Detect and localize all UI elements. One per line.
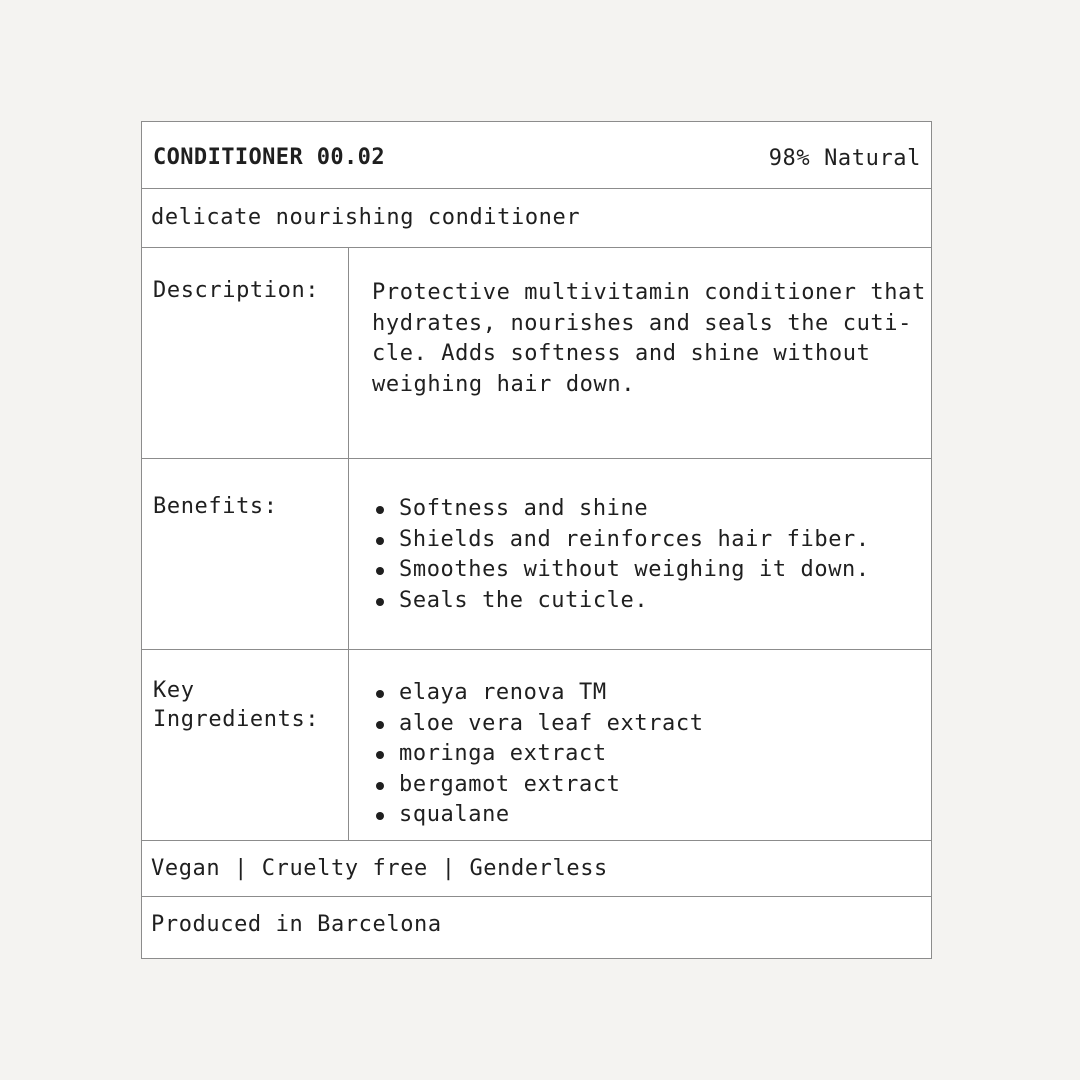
description-text bbox=[372, 278, 926, 400]
list-item: Shields and reinforces hair fiber. bbox=[372, 525, 870, 556]
subtitle-row bbox=[142, 189, 931, 248]
product-origin: Produced in Barcelona bbox=[151, 912, 442, 937]
ingredients-row bbox=[142, 650, 931, 841]
list-item: Smoothes without weighing it down. bbox=[372, 555, 870, 586]
origin-row bbox=[142, 897, 931, 958]
description-label: Description: bbox=[153, 278, 320, 303]
product-name: CONDITIONER 00.02 bbox=[153, 145, 385, 170]
list-item: Seals the cuticle. bbox=[372, 586, 870, 617]
benefits-label: Benefits: bbox=[153, 494, 278, 519]
ingredients-label-line1: Key bbox=[153, 678, 195, 703]
natural-percent: 98% Natural bbox=[768, 146, 921, 171]
list-item: bergamot extract bbox=[372, 770, 704, 801]
description-line: Protective multivitamin conditioner that bbox=[372, 280, 926, 305]
ingredients-list bbox=[372, 678, 704, 831]
column-divider bbox=[348, 247, 349, 841]
product-subtitle: delicate nourishing conditioner bbox=[151, 205, 581, 230]
benefits-row bbox=[142, 459, 931, 650]
product-label-card bbox=[141, 121, 932, 959]
description-line: hydrates, nourishes and seals the cuti- bbox=[372, 310, 912, 336]
attributes-row bbox=[142, 841, 931, 897]
header-row bbox=[142, 122, 931, 189]
ingredients-label-line2: Ingredients: bbox=[153, 707, 320, 732]
list-item: elaya renova TM bbox=[372, 678, 704, 709]
list-item: moringa extract bbox=[372, 739, 704, 770]
benefits-list bbox=[372, 494, 870, 616]
list-item: aloe vera leaf extract bbox=[372, 709, 704, 740]
description-line: weighing hair down. bbox=[372, 371, 636, 397]
description-row bbox=[142, 248, 931, 459]
product-attributes: Vegan | Cruelty free | Genderless bbox=[151, 856, 608, 881]
list-item: squalane bbox=[372, 800, 704, 831]
description-line: cle. Adds softness and shine without bbox=[372, 341, 871, 366]
list-item: Softness and shine bbox=[372, 494, 870, 525]
